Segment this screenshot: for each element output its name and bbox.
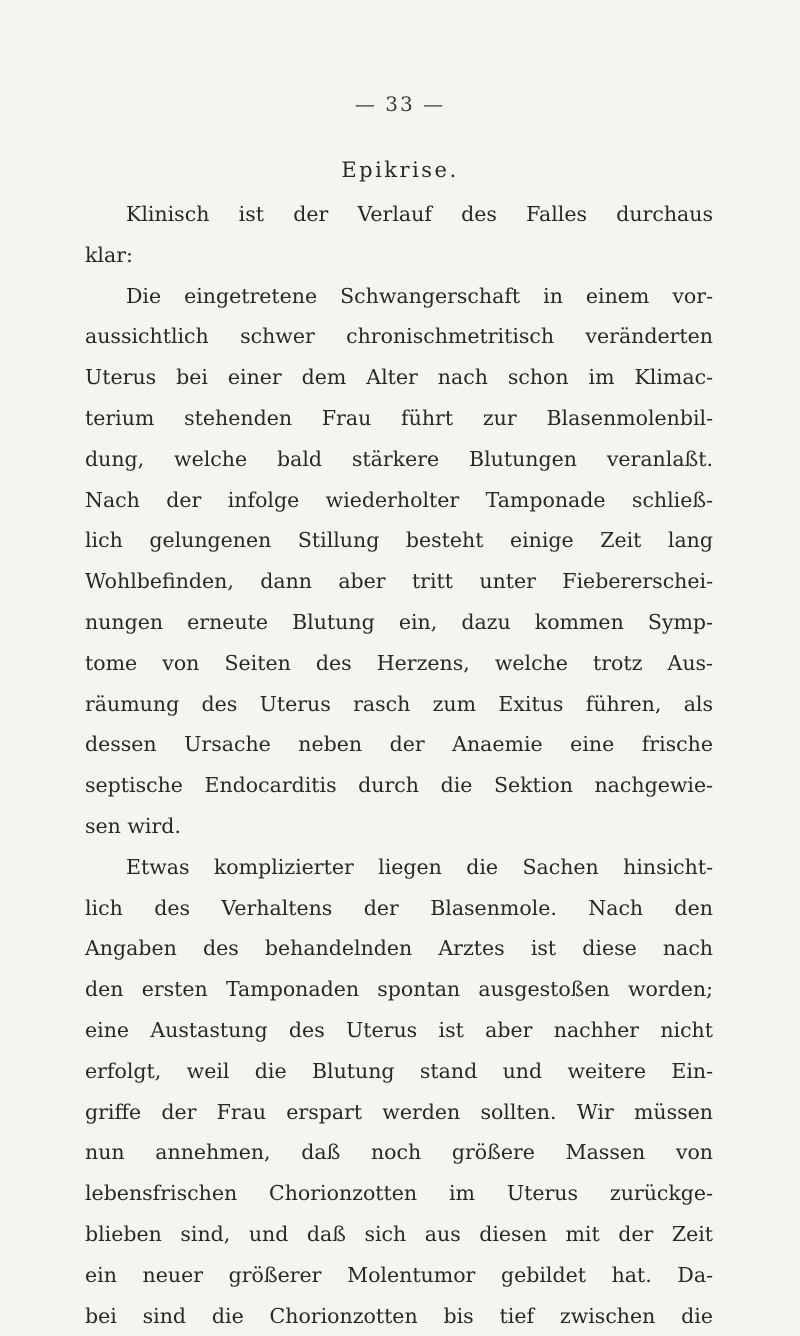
text-line: Angaben des behandelnden Arztes ist diese nach <box>85 936 713 961</box>
text-line: räumung des Uterus rasch zum Exitus führen, als <box>85 691 713 716</box>
text-line: Uterus bei einer dem Alter nach schon im Klimac- <box>85 365 713 390</box>
text-line: nungen erneute Blutung ein, dazu kommen Symp- <box>85 609 713 634</box>
text-line: Die eingetretene Schwangerschaft in einem vor- <box>126 283 713 308</box>
text-line: nun annehmen, daß noch größere Massen von <box>85 1140 713 1165</box>
text-line: ein neuer größerer Molentumor gebildet hat. Da- <box>85 1262 713 1287</box>
text-line: bei sind die Chorionzotten bis tief zwischen die <box>85 1303 713 1328</box>
text-line: dessen Ursache neben der Anaemie eine frische <box>85 732 713 757</box>
text-line: Klinisch ist der Verlauf des Falles durchaus <box>126 202 713 226</box>
text-line: Etwas komplizierter liegen die Sachen hinsicht- <box>126 854 713 879</box>
text-line: klar: <box>85 242 133 267</box>
section-heading: Epikrise. <box>341 158 459 182</box>
body-text <box>85 194 713 1336</box>
text-line: sen wird. <box>85 813 181 838</box>
text-line: erfolgt, weil die Blutung stand und weitere Ein- <box>85 1058 713 1083</box>
text-line: den ersten Tamponaden spontan ausgestoßen worden; <box>85 977 713 1002</box>
text-line: tome von Seiten des Herzens, welche trotz Aus- <box>85 650 713 675</box>
text-line: lebensfrischen Chorionzotten im Uterus zurückge- <box>85 1181 713 1206</box>
text-line: aussichtlich schwer chronischmetritisch veränderten <box>85 324 713 349</box>
text-line: lich des Verhaltens der Blasenmole. Nach den <box>85 895 713 920</box>
text-line: eine Austastung des Uterus ist aber nachher nicht <box>85 1017 713 1042</box>
text-line: Wohlbefinden, dann aber tritt unter Fiebererschei- <box>85 569 713 594</box>
text-line: septische Endocarditis durch die Sektion nachgewie- <box>85 773 713 798</box>
text-line: blieben sind, und daß sich aus diesen mit der Zeit <box>85 1221 713 1246</box>
text-line: dung, welche bald stärkere Blutungen veranlaßt. <box>85 446 713 471</box>
text-line: griffe der Frau erspart werden sollten. Wir müssen <box>85 1099 713 1124</box>
page-number: — 33 — <box>354 92 446 116</box>
text-line: Nach der infolge wiederholter Tamponade schließ- <box>85 487 713 512</box>
text-line: terium stehenden Frau führt zur Blasenmolenbil- <box>85 405 713 430</box>
text-line: lich gelungenen Stillung besteht einige Zeit lang <box>85 528 713 553</box>
